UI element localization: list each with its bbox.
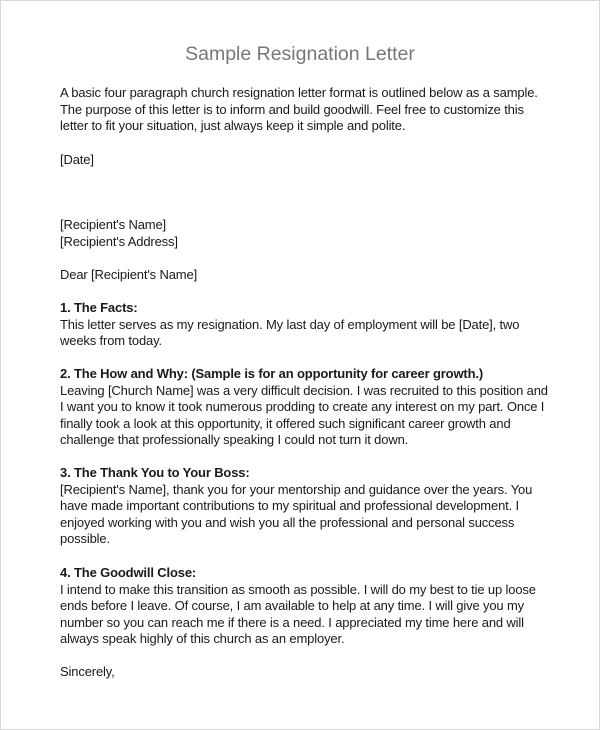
section-goodwill-close xyxy=(60,565,536,648)
date-field: [Date] xyxy=(60,152,94,167)
section-facts xyxy=(60,300,519,350)
section-heading: 1. The Facts: xyxy=(60,300,138,315)
section-line: [Recipient's Name], thank you for your mentorship and guidance over the years. You xyxy=(60,481,533,497)
section-line: possible. xyxy=(60,531,110,547)
recipient-name: [Recipient's Name] xyxy=(60,217,166,232)
section-line: have made important contributions to my spiritual and professional development. I xyxy=(60,498,519,514)
section-line: enjoyed working with you and wish you all the professional and personal success xyxy=(60,514,515,530)
intro-line: A basic four paragraph church resignation letter format is outlined below as a sample. xyxy=(60,85,538,100)
recipient-address: [Recipient's Address] xyxy=(60,233,178,249)
section-line: finally took a look at this opportunity, it offered such significant career growth and xyxy=(60,415,511,431)
document-title: Sample Resignation Letter xyxy=(185,43,415,65)
section-line: challenge that professionally speaking I could not turn it down. xyxy=(60,432,409,448)
salutation: Dear [Recipient's Name] xyxy=(60,267,198,282)
section-heading: 3. The Thank You to Your Boss: xyxy=(60,465,250,480)
section-line: weeks from today. xyxy=(60,333,162,349)
section-line: This letter serves as my resignation. My last day of employment will be [Date], two xyxy=(60,316,520,332)
section-line: ends before I leave. Of course, I am available to help at any time. I will give you my xyxy=(60,598,524,614)
closing: Sincerely, xyxy=(60,664,115,679)
intro-paragraph xyxy=(60,85,538,135)
section-line: number so you can reach me if there is a need. I appreciated my time here and will xyxy=(60,614,524,630)
section-heading: 4. The Goodwill Close: xyxy=(60,565,197,580)
intro-line: The purpose of this letter is to inform and build goodwill. Feel free to customize this xyxy=(60,101,524,117)
section-how-and-why xyxy=(60,366,548,449)
recipient-block xyxy=(60,217,178,250)
section-line: I intend to make this transition as smooth as possible. I will do my best to tie up loose xyxy=(60,581,536,597)
section-line: always speak highly of this church as an employer. xyxy=(60,631,345,647)
section-line: I want you to know it took numerous prodding to create any interest on my part. Once I xyxy=(60,399,545,415)
section-heading: 2. The How and Why: (Sample is for an opportunity for career growth.) xyxy=(60,366,484,381)
section-line: Leaving [Church Name] was a very difficult decision. I was recruited to this position and xyxy=(60,382,548,398)
intro-line: letter to fit your situation, just always keep it simple and polite. xyxy=(60,118,406,134)
section-thank-you xyxy=(60,465,532,548)
